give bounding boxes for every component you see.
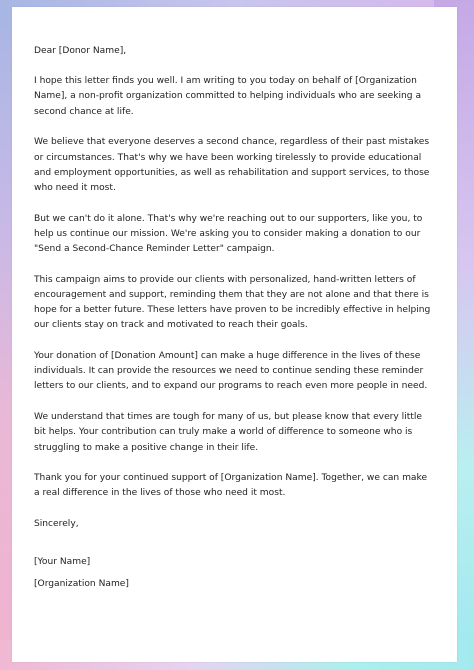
letter-paragraph-7: Thank you for your continued support of [Organization Name]. Together, we can make a real difference in the lives of those who need it most. [34,473,428,499]
letter-paragraph-2: We believe that everyone deserves a second chance, regardless of their past mistakes or circumstances. That's why we have been working tirelessly to provide educational and employment opportunities, as well as rehabilitation and support services, to those who need it most. [34,137,430,193]
letter-paragraph-5: Your donation of [Donation Amount] can make a huge difference in the lives of these individuals. It can provide the resources we need to continue sending these reminder letters to our clients, and to expand our programs to reach even more people in need. [34,351,428,392]
letter-closing: Sincerely, [34,519,79,530]
letter-paragraph-1: I hope this letter finds you well. I am writing to you today on behalf of [Organization Name], a non-profit organization committed to helping individuals who are seeking a second chance at life. [34,76,422,117]
letter-body [34,44,432,592]
letter-paragraph-4: This campaign aims to provide our clients with personalized, hand-written letters of encouragement and support, reminding them that they are not alone and that there is hope for a better future. These letters have proven to be incredibly effective in helping our clients stay on track and motivated to reach their goals. [34,274,431,331]
signature-organization: [Organization Name] [34,578,129,589]
letter-greeting: Dear [Donor Name], [34,46,127,56]
letter-paragraph-3: But we can't do it alone. That's why we're reaching out to our supporters, like you, to help us continue our mission. We're asking you to consider making a donation to our "Send a Second-Chance Reminder Letter" campaign. [34,213,423,255]
letter-paragraph-6: We understand that times are tough for many of us, but please know that every little bit helps. Your contribution can truly make a world of difference to someone who is struggling to make a positive change in their life. [34,412,422,453]
signature-name: [Your Name] [34,557,91,568]
